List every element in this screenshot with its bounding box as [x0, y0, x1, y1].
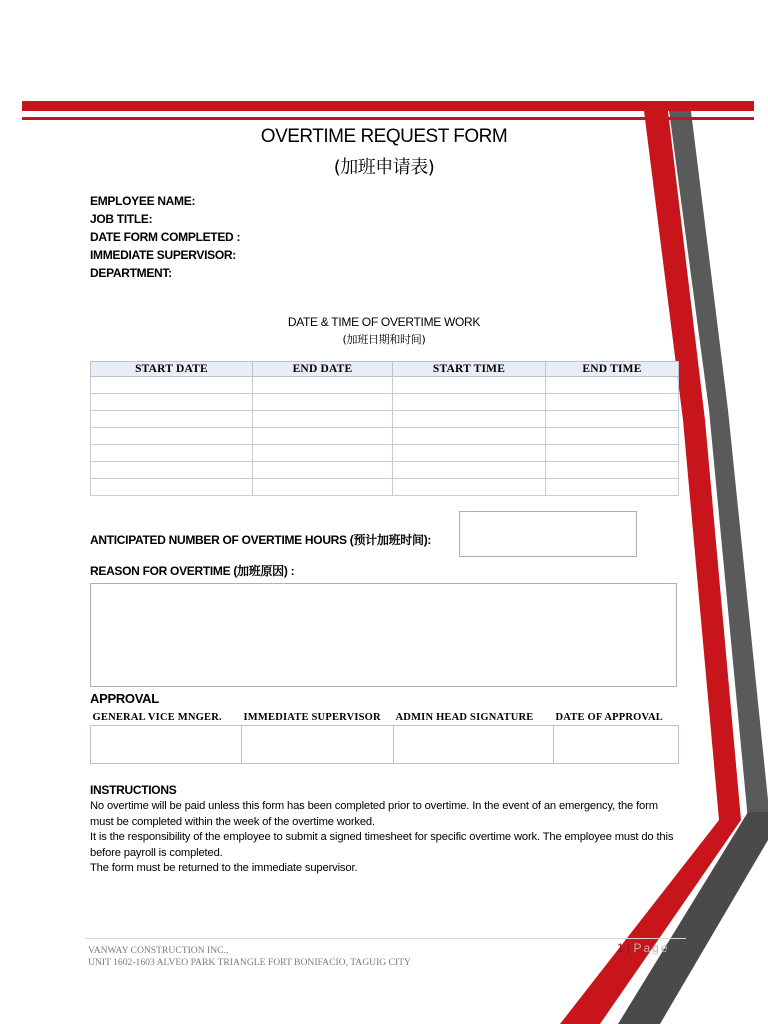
- end-date-cell[interactable]: [253, 462, 393, 479]
- col-start-date: START DATE: [91, 362, 253, 377]
- col-start-time: START TIME: [393, 362, 546, 377]
- page-separator: |: [623, 941, 634, 955]
- instructions-title: INSTRUCTIONS: [90, 783, 177, 797]
- instruction-paragraph: The form must be returned to the immediate supervisor.: [90, 862, 358, 875]
- end-date-cell[interactable]: [253, 394, 393, 411]
- end-time-cell[interactable]: [546, 394, 679, 411]
- employee-name-label: EMPLOYEE NAME:: [90, 194, 196, 208]
- start-date-cell[interactable]: [91, 445, 253, 462]
- end-time-cell[interactable]: [546, 411, 679, 428]
- start-date-cell[interactable]: [91, 411, 253, 428]
- start-date-cell[interactable]: [91, 428, 253, 445]
- overtime-hours-label: ANTICIPATED NUMBER OF OVERTIME HOURS (预计加班时间):: [90, 533, 432, 547]
- start-time-cell[interactable]: [393, 394, 546, 411]
- header-rule-thick: [22, 101, 754, 111]
- instruction-paragraph: It is the responsibility of the employee to submit a signed timesheet for specific overtime work. The employee must do this before payroll is completed.: [90, 831, 674, 859]
- reason-label: REASON FOR OVERTIME (加班原因) :: [90, 564, 295, 578]
- overtime-section-subtitle: (加班日期和时间): [342, 333, 426, 346]
- supervisor-label: IMMEDIATE SUPERVISOR:: [90, 248, 236, 262]
- end-date-cell[interactable]: [253, 428, 393, 445]
- overtime-table: [90, 361, 679, 496]
- footer-divider: [86, 938, 686, 939]
- header-rule-thin: [22, 117, 754, 120]
- footer-company: VANWAY CONSTRUCTION INC.,: [88, 945, 229, 956]
- table-row: [91, 428, 679, 445]
- start-time-cell[interactable]: [393, 445, 546, 462]
- start-date-cell[interactable]: [91, 462, 253, 479]
- date-completed-label: DATE FORM COMPLETED :: [90, 230, 241, 244]
- start-time-cell[interactable]: [393, 462, 546, 479]
- col-date-of-approval: DATE OF APPROVAL: [555, 711, 663, 723]
- end-time-cell[interactable]: [546, 377, 679, 394]
- start-time-cell[interactable]: [393, 479, 546, 496]
- table-row: [91, 462, 679, 479]
- approval-row: [91, 726, 679, 764]
- end-time-cell[interactable]: [546, 462, 679, 479]
- col-immediate-supervisor: IMMEDIATE SUPERVISOR: [243, 711, 381, 723]
- end-time-cell[interactable]: [546, 445, 679, 462]
- end-time-cell[interactable]: [546, 479, 679, 496]
- start-date-cell[interactable]: [91, 394, 253, 411]
- form-subtitle: (加班申请表): [333, 157, 435, 178]
- col-end-date: END DATE: [253, 362, 393, 377]
- start-time-cell[interactable]: [393, 411, 546, 428]
- page-word: Page: [633, 941, 670, 955]
- footer-address: UNIT 1602-1603 ALVEO PARK TRIANGLE FORT BONIFACIO, TAGUIG CITY: [88, 957, 411, 968]
- start-date-cell[interactable]: [91, 479, 253, 496]
- reason-field[interactable]: [90, 583, 677, 687]
- overtime-table-header: [91, 362, 679, 377]
- end-time-cell[interactable]: [546, 428, 679, 445]
- start-date-cell[interactable]: [91, 377, 253, 394]
- overtime-hours-field[interactable]: [459, 511, 637, 557]
- col-general-vice-manager: GENERAL VICE MNGER.: [92, 711, 222, 723]
- end-date-cell[interactable]: [253, 479, 393, 496]
- table-row: [91, 394, 679, 411]
- immediate-supervisor-signature-cell[interactable]: [242, 726, 394, 764]
- general-vice-manager-signature-cell[interactable]: [91, 726, 242, 764]
- start-time-cell[interactable]: [393, 428, 546, 445]
- employee-info-fields: [90, 192, 240, 282]
- table-row: [91, 479, 679, 496]
- page-number: [617, 941, 670, 955]
- col-admin-head-signature: ADMIN HEAD SIGNATURE: [395, 711, 534, 723]
- job-title-label: JOB TITLE:: [90, 212, 153, 226]
- start-time-cell[interactable]: [393, 377, 546, 394]
- footer: [88, 945, 411, 969]
- admin-head-signature-cell[interactable]: [394, 726, 554, 764]
- end-date-cell[interactable]: [253, 445, 393, 462]
- end-date-cell[interactable]: [253, 377, 393, 394]
- table-row: [91, 411, 679, 428]
- date-of-approval-cell[interactable]: [554, 726, 679, 764]
- table-row: [91, 377, 679, 394]
- department-label: DEPARTMENT:: [90, 266, 172, 280]
- table-row: [91, 445, 679, 462]
- end-date-cell[interactable]: [253, 411, 393, 428]
- instruction-paragraph: No overtime will be paid unless this form has been completed prior to overtime. In the event of an emergency, the form must be completed within the week of the overtime worked.: [90, 800, 658, 828]
- approval-table-header: [91, 709, 679, 726]
- instructions-body: [90, 799, 680, 877]
- page-number-value: 1: [617, 941, 624, 955]
- approval-label: APPROVAL: [90, 691, 159, 706]
- overtime-section-title: DATE & TIME OF OVERTIME WORK: [287, 315, 481, 329]
- form-title: OVERTIME REQUEST FORM: [260, 126, 508, 147]
- col-end-time: END TIME: [546, 362, 679, 377]
- approval-table: [90, 709, 679, 764]
